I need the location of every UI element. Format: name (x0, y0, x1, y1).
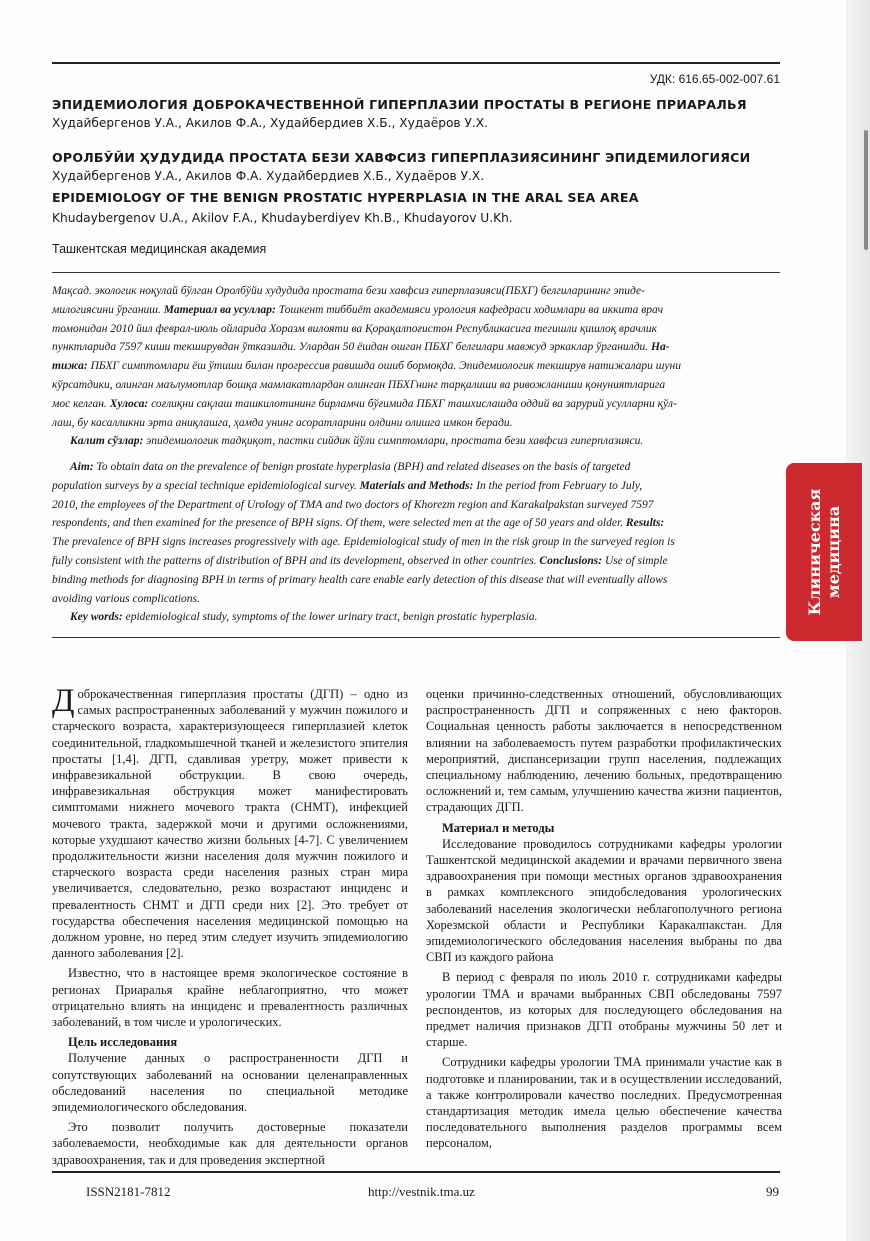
authors-english: Khudaybergenov U.A., Akilov F.A., Khudayberdiyev Kh.B., Khudayorov U.Kh. (52, 211, 513, 225)
title-russian: ЭПИДЕМИОЛОГИЯ ДОБРОКАЧЕСТВЕННОЙ ГИПЕРПЛАЗИИ ПРОСТАТЫ В РЕГИОНЕ ПРИАРАЛЬЯ (52, 97, 747, 112)
abstract-uz-line: тижа: ПБХГ симптомлари ёш ўтиши билан прогрессив равишда ошиб бормоқда. Эпидемиологик текширув натижалари шуни (52, 360, 681, 373)
body-column-right (426, 686, 782, 1156)
abstract-uz-line: пунктларида 7597 киши текширувдан ўтказилди. Улардан 50 ёшдан ошган ПБХГ белгилари мавжуд эркаклар ўрганилди. На- (52, 341, 670, 354)
abstract-en-line: binding methods for diagnosing BPH in terms of primary health care enable early detection of this disease that will eventually allows (52, 573, 668, 586)
keywords-english: Key words: epidemiological study, symptoms of the lower urinary tract, benign prostatic hyperplasia. (70, 611, 538, 624)
body-paragraph: Известно, что в настоящее время экологическое состояние в регионах Приаралья крайне неблагоприятно, что может отрицательно влиять на инциденс и превалентность различных заболеваний, в том числе и урологических. (52, 966, 408, 1030)
abstract-uz-line: лаш, бу касалликни эрта аниқлашга, ҳамда унинг асоратларини олдини олишга имкон беради. (52, 416, 513, 429)
institution: Ташкентская медицинская академия (52, 242, 267, 256)
abstract-uz-line: милогиясини ўрганиш. Материал ва усуллар: Тошкент тиббиёт академияси урология кафедраси ходимлари ва иккита врач (52, 303, 664, 316)
bottom-rule (52, 1171, 780, 1173)
abstract-uz-line: мос келган. Хулоса: соғлиқни сақлаш ташкилотининг бирламчи бўғимида ПБХГ ташхислашда оддий ва зарурий усулларни қўл- (52, 397, 677, 410)
body-paragraph: оценки причинно-следственных отношений, обусловливающих распространенность ДГП и сопряженных с нею факторов. Социальная ценность работы заключается в непосредственном влиянии на заболеваемость путем разработки профилактических мероприятий, диспансеризации групп населения, подлежащих специальному наблюдению, лечению больных, предотвращению осложнений и, тем самым, улучшению качества жизни пациентов, страдающих ДГП. (426, 687, 782, 815)
udc-code: УДК: 616.65-002-007.61 (649, 72, 780, 86)
abstract-uz-line: томонидан 2010 йил феврал-июль ойларида Хоразм вилояти ва Қорақалпоғистон Республикасига тегишли қишлоқ врачлик (52, 322, 657, 335)
page-number: 99 (766, 1184, 779, 1199)
body-paragraph: Исследование проводилось сотрудниками кафедры урологии Ташкентской медицинской академии и врачами первичного звена здравоохранения при помощи местных органов здравоохранения в рамках комплексного эпидобследования урологических заболеваний населения экологически неблагополучного региона Хорезмской области и Республики Каракалпакстан. Для эпидемиологического обследования населения выбраны по два СВП из каждого района (426, 836, 782, 965)
abstract-en-line: The prevalence of BPH signs increases progressively with age. Epidemiological study of men in the risk group in the surveyed region is (52, 536, 675, 549)
abstract-uz-line: Мақсад. экологик ноқулай бўлган Оролбўйи худудида простата бези хавфсиз гиперплазияси(ПБХГ) белгиларининг эпиде- (52, 285, 645, 297)
body-paragraph: Это позволит получить достоверные показатели заболеваемости, необходимые как для деятельности органов здравоохранения, так и для проведения экспертной (52, 1120, 408, 1167)
body-paragraph: В период с февраля по июль 2010 г. сотрудниками кафедры урологии ТМА и врачами выбранных СВП обследованы 7597 респондентов, из которых для последующего обследования на предмет наличия признаков ДГП отобраны мужчины 50 лет и старше. (426, 970, 782, 1050)
abstract-uz-line: кўрсатдики, олинган маълумотлар бошқа мамлакатлардан олинган ПБХГнинг тарқалиши ва ривожланиши қонуниятларига (52, 378, 666, 391)
body-paragraph: Получение данных о распространенности ДГП и сопутствующих заболеваний на основании целенаправленных обследований населения по специальной методике эпидемиологического обследования. (52, 1051, 408, 1115)
abstract-english (52, 458, 782, 627)
section-tab-label: Клиническая медицина (805, 488, 843, 616)
abstract-en-line: 2010, the employees of the Department of Urology of TMA and two doctors of Khorezm region and Karakalpakstan surveyed 7597 (52, 498, 654, 511)
authors-russian: Худайбергенов У.А., Акилов Ф.А., Худайбердиев Х.Б., Худаёров У.Х. (52, 116, 488, 130)
top-rule (52, 62, 780, 64)
body-column-left (52, 683, 408, 1172)
footer-issn: ISSN2181-7812 (86, 1184, 171, 1199)
abstract-en-line: fully consistent with the patterns of distribution of BPH and its development, observed in other countries. Conclusions: Use of simple (52, 554, 668, 567)
abstract-uzbek (52, 282, 782, 451)
title-english: EPIDEMIOLOGY OF THE BENIGN PROSTATIC HYPERPLASIA IN THE ARAL SEA AREA (52, 190, 639, 205)
keywords-uzbek: Калит сўзлар: эпидемиологик тадқиқот, пастки сийдик йўли симптомлари, простата бези хавфсиз гиперплазияси. (70, 435, 644, 448)
title-uzbek: ОРОЛБЎЙИ ҲУДУДИДА ПРОСТАТА БЕЗИ ХАВФСИЗ ГИПЕРПЛАЗИЯСИНИНГ ЭПИДЕМИЛОГИЯСИ (52, 150, 751, 165)
section-heading-methods: Материал и методы (442, 820, 555, 835)
section-heading-aim: Цель исследования (68, 1035, 178, 1050)
scrollbar-thumb[interactable] (864, 130, 868, 250)
body-paragraph: Доброкачественная гиперплазия простаты (ДГП) – одно из самых распространенных заболеваний у мужчин пожилого и старческого возраста, характеризующееся гиперплазией клеток соединительной, гладкомышечной тканей и железистого эпителия простаты [1,4]. ДГП, сдавливая уретру, может привести к инфравезикальной обструкции. В свою очередь, инфравезикальная обструкция может манифестировать симптомами нижнего мочевого тракта (СНМТ), инфекцией мочевого тракта, задержкой мочи и другими осложнениями, которые ухудшают качество жизни больных [4-7]. С увеличением продолжительности жизни населения доля мужчин пожилого и старческого возраста среди населения разных стран мира увеличивается, следовательно, резко возрастают инциденс и превалентность СНМТ и ДГП среди них [2]. Это требует от государства обеспечения населения медицинской помощью на должном уровне, но перед этим следует изучить эпидемиологию данного заболевания [2]. (52, 683, 408, 961)
abstract-en-line: avoiding various complications. (52, 592, 200, 605)
footer-url[interactable]: http://vestnik.tma.uz (368, 1184, 475, 1199)
abstract-en-line: population surveys by a special technique epidemiological survey. Materials and Methods: In the period from February to July, (52, 479, 643, 492)
abstract-en-line: respondents, and then examined for the presence of BPH signs. Of them, were selected men at the age of 50 years and older. Results: (52, 517, 665, 530)
abstract-en-line: Aim: To obtain data on the prevalence of benign prostate hyperplasia (BPH) and related diseases on the basis of targeted (70, 461, 631, 473)
body-paragraph: Сотрудники кафедры урологии ТМА принимали участие как в подготовке и планировании, так и в осуществлении исследований, а также контролировали качество последних. Предусмотренная стандартизация методик имела целью обеспечение качества последовательного выполнения разделов программы всем персоналом, (426, 1055, 782, 1151)
drop-cap: Д (52, 683, 75, 719)
authors-uzbek: Худайбергенов У.А., Акилов Ф.А. Худайбердиев Х.Б., Худаёров У.Х. (52, 169, 485, 183)
